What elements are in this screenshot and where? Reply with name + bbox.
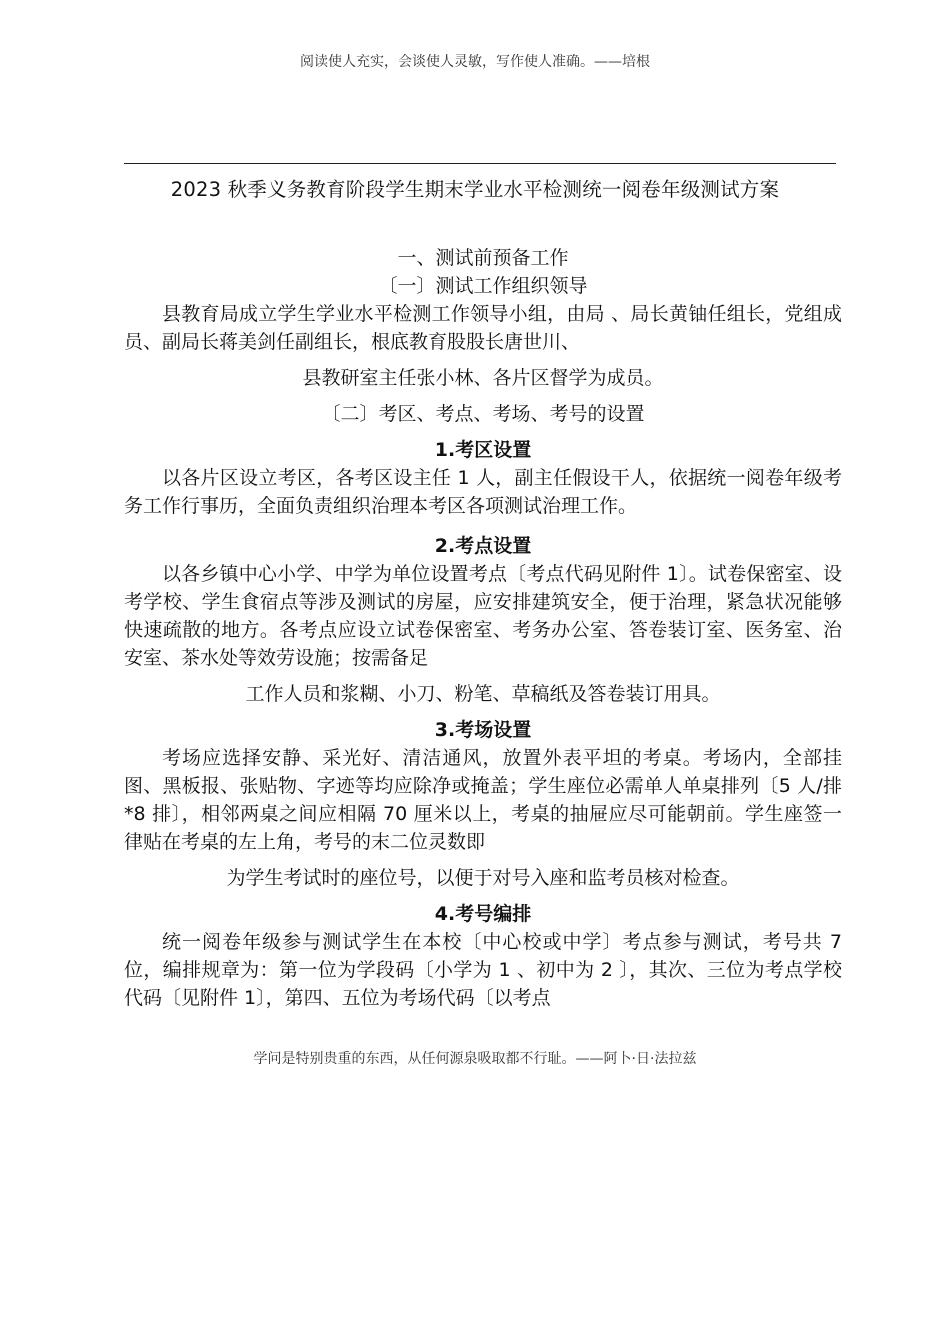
footer-quote: 学问是特别贵重的东西，从任何源泉吸取都不行耻。——阿卜·日·法拉兹 (253, 1051, 697, 1067)
paragraph-exam-room-tail: 为学生考试时的座位号，以便于对号入座和监考员核对检查。 (226, 867, 740, 889)
paragraph-exam-number: 统一阅卷年级参与测试学生在本校〔中心校或中学〕考点参与测试，考号共 7 位，编排规章为：第一位为学段码〔小学为 1 、初中为 2 〕，其次、三位为考点学校代码〔见附件 1〕，第四、五位为考场代码〔以考点 (124, 931, 842, 1009)
item-heading-exam-site: 2.考点设置 (434, 535, 532, 557)
header-divider (124, 163, 836, 164)
section-heading: 一、测试前预备工作 (397, 247, 569, 269)
paragraph-leadership: 县教育局成立学生学业水平检测工作领导小组，由局 、局长黄铀任组长，党组成员、副局长蒋美剑任副组长，根底教育股股长唐世川、 (124, 303, 842, 353)
paragraph-exam-site-tail: 工作人员和浆糊、小刀、粉笔、草稿纸及答卷装订用具。 (245, 683, 721, 705)
document-title: 2023 秋季义务教育阶段学生期末学业水平检测统一阅卷年级测试方案 (170, 178, 780, 201)
item-heading-exam-area: 1.考区设置 (434, 439, 532, 461)
document-body (124, 244, 842, 1012)
paragraph-leadership-tail: 县教研室主任张小林、各片区督学为成员。 (302, 367, 664, 389)
subsection-heading-2: 〔二〕考区、考点、考场、考号的设置 (321, 403, 645, 425)
paragraph-exam-room: 考场应选择安静、采光好、清洁通风，放置外表平坦的考桌。考场内，全部挂图、黑板报、张贴物、字迹等均应除净或掩盖；学生座位必需单人单桌排列〔5 人/排*8 排〕，相邻两桌之间应相隔 70 厘米以上，考桌的抽屉应尽可能朝前。学生座签一律贴在考桌的左上角，考号的末二位灵数即 (124, 747, 842, 853)
subsection-heading-1: 〔一〕测试工作组织领导 (378, 275, 588, 297)
item-heading-exam-room: 3.考场设置 (434, 719, 532, 741)
item-heading-exam-number: 4.考号编排 (434, 903, 532, 925)
paragraph-exam-area: 以各片区设立考区，各考区设主任 1 人，副主任假设干人，依据统一阅卷年级考务工作行事历，全面负责组织治理本考区各项测试治理工作。 (124, 467, 842, 517)
paragraph-exam-site: 以各乡镇中心小学、中学为单位设置考点〔考点代码见附件 1〕。试卷保密室、设考学校、学生食宿点等涉及测试的房屋，应安排建筑安全，便于治理，紧急状况能够快速疏散的地方。各考点应设立试卷保密室、考务办公室、答卷装订室、医务室、治安室、茶水处等效劳设施；按需备足 (124, 563, 842, 669)
header-quote: 阅读使人充实，会谈使人灵敏，写作使人准确。——培根 (300, 54, 650, 70)
